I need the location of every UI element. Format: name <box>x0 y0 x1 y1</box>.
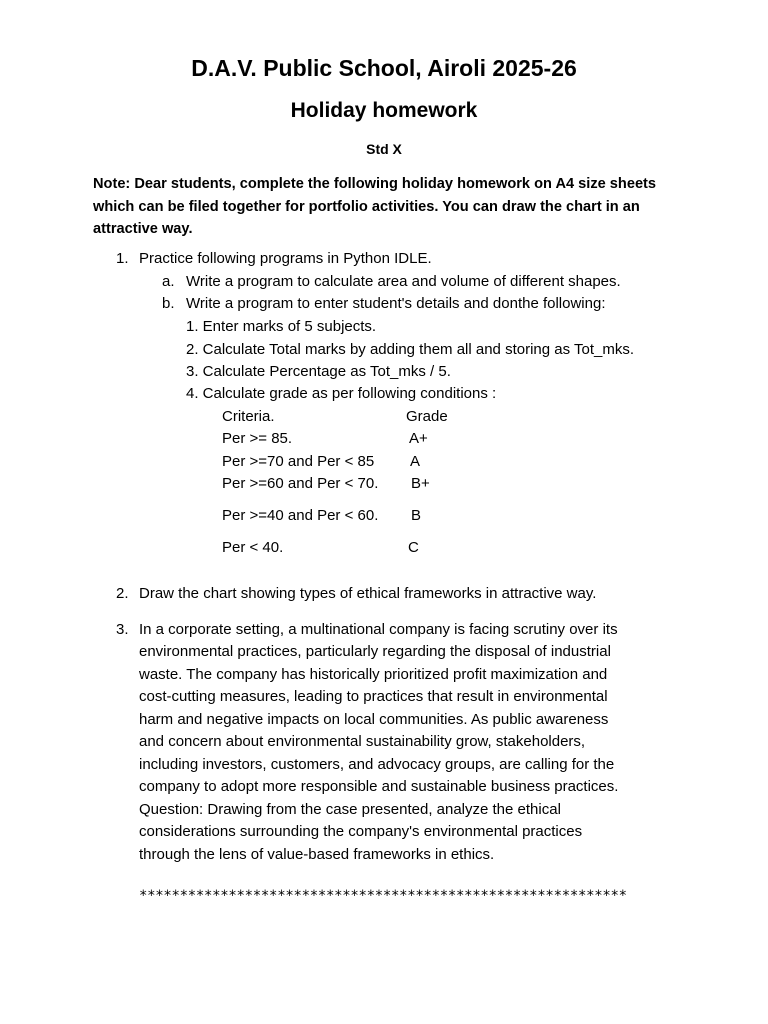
q1-text: Practice following programs in Python IDLE. <box>139 250 432 267</box>
q3-line: cost-cutting measures, leading to practices that result in environmental <box>139 688 608 705</box>
grade-cell: B+ <box>411 475 430 492</box>
q3-number: 3. <box>116 621 129 638</box>
q3-line: through the lens of value-based frameworks in ethics. <box>139 846 495 863</box>
q3-line: harm and negative impacts on local communities. As public awareness <box>139 711 609 728</box>
q2-number: 2. <box>116 585 129 602</box>
q3-line: environmental practices, particularly regarding the disposal of industrial <box>139 643 611 660</box>
criteria-cell: Per >=70 and Per < 85 <box>222 453 375 470</box>
q3-line: and concern about environmental sustainability grow, stakeholders, <box>139 733 586 750</box>
q1-step: 4. Calculate grade as per following conditions : <box>186 385 497 402</box>
q1a-label: a. <box>162 273 175 290</box>
q3-line: considerations surrounding the company's environmental practices <box>139 823 583 840</box>
homework-title: Holiday homework <box>290 99 478 122</box>
q3-line: including investors, customers, and advocacy groups, are calling for the <box>139 756 615 773</box>
q1-step: 3. Calculate Percentage as Tot_mks / 5. <box>186 363 451 380</box>
criteria-cell: Per < 40. <box>222 539 284 556</box>
q2-text: Draw the chart showing types of ethical frameworks in attractive way. <box>139 585 597 602</box>
q3-line: company to adopt more responsible and sustainable business practices. <box>139 778 619 795</box>
q3-line: Question: Drawing from the case presented, analyze the ethical <box>139 801 561 818</box>
criteria-cell: Per >=40 and Per < 60. <box>222 507 379 524</box>
grade-header: Grade <box>406 408 448 425</box>
q1b-label: b. <box>162 295 175 312</box>
grade-cell: A <box>410 453 421 470</box>
q1-step: 1. Enter marks of 5 subjects. <box>186 318 377 335</box>
q1-number: 1. <box>116 250 129 267</box>
grade-cell: B <box>411 507 422 524</box>
q1-step: 2. Calculate Total marks by adding them all and storing as Tot_mks. <box>186 341 635 358</box>
q1b-text: Write a program to enter student's details and donthe following: <box>186 295 606 312</box>
grade-cell: C <box>408 539 419 556</box>
q1a-text: Write a program to calculate area and volume of different shapes. <box>186 273 621 290</box>
criteria-cell: Per >=60 and Per < 70. <box>222 475 379 492</box>
criteria-header: Criteria. <box>222 408 275 425</box>
grade-cell: A+ <box>409 430 428 447</box>
standard-label: Std X <box>366 141 402 157</box>
criteria-cell: Per >= 85. <box>222 430 293 447</box>
q3-line: In a corporate setting, a multinational company is facing scrutiny over its <box>139 621 618 638</box>
school-title: D.A.V. Public School, Airoli 2025-26 <box>191 55 577 81</box>
q3-line: waste. The company has historically prioritized profit maximization and <box>139 666 608 683</box>
footer-separator: ************************************************************ <box>139 888 627 904</box>
note-paragraph: Note: Dear students, complete the following holiday homework on A4 size sheets which can be filed together for portfolio activities. You can draw the chart in an attractive way. <box>93 176 657 237</box>
